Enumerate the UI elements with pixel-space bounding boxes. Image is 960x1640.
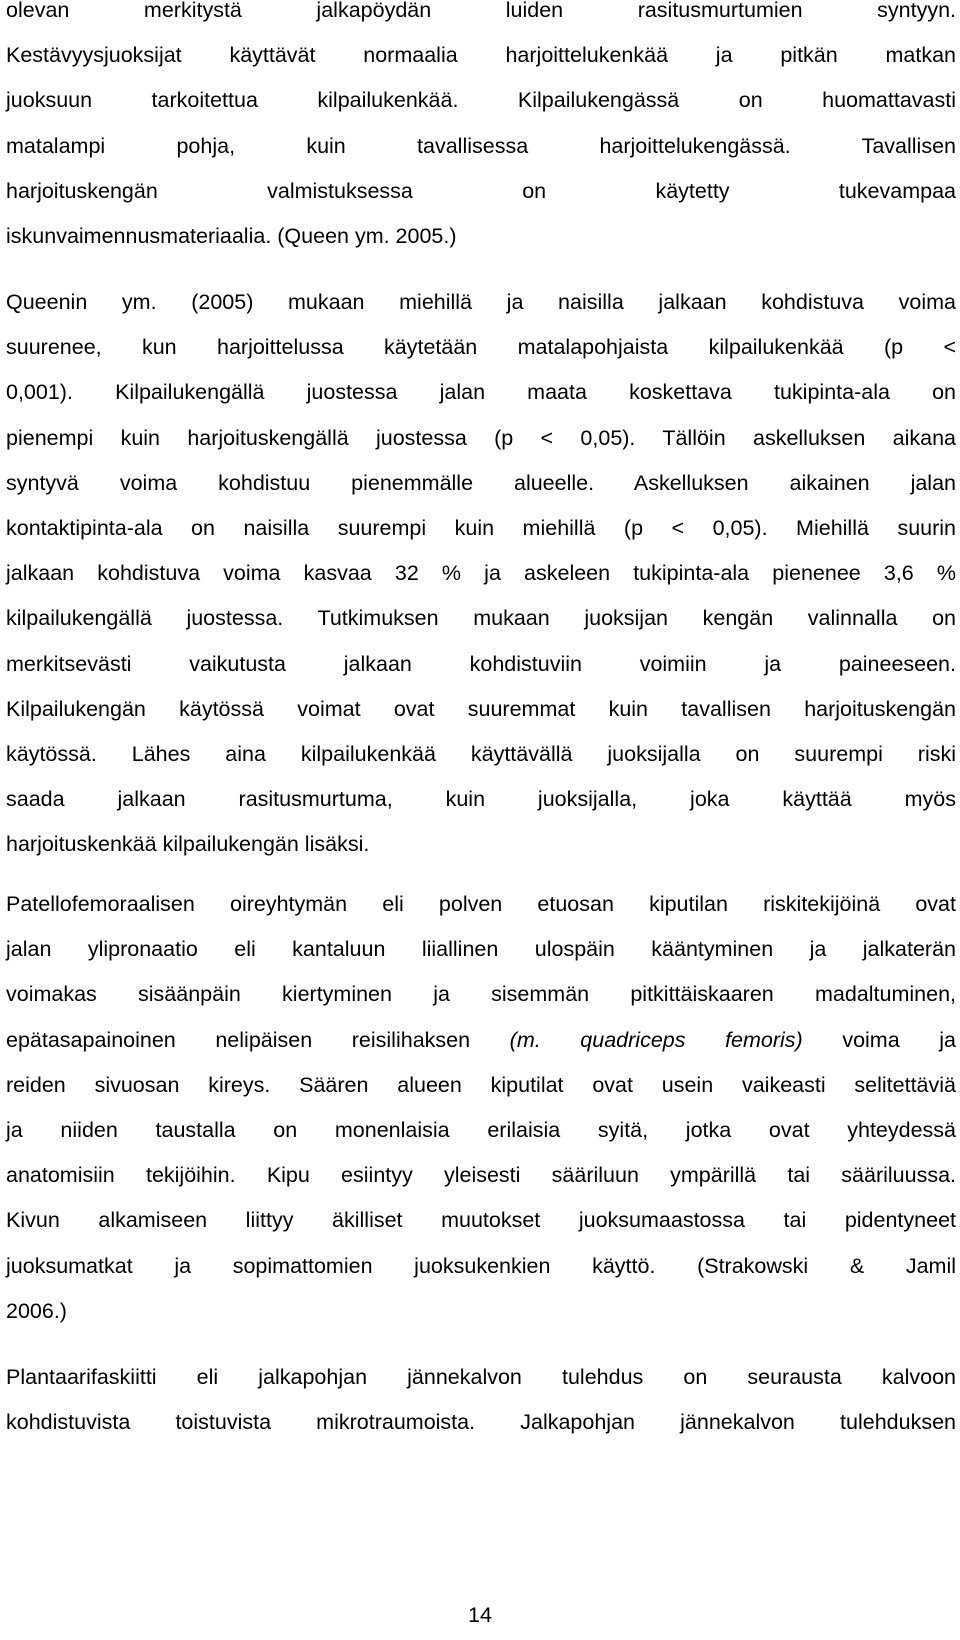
text-line: kontaktipinta-ala on naisilla suurempi kuin miehillä (p < 0,05). Miehillä suurin [6, 515, 956, 540]
text-line-mixed [6, 1018, 956, 1063]
text-line: iskunvaimennusmateriaalia. (Queen ym. 2005.) [6, 223, 457, 248]
text-line: merkitsevästi vaikutusta jalkaan kohdistuviin voimiin ja paineeseen. [6, 651, 956, 676]
text-line: olevan merkitystä jalkapöydän luiden rasitusmurtumien syntyyn. [6, 0, 956, 22]
text-line: Kilpailukengän käytössä voimat ovat suuremmat kuin tavallisen harjoituskengän [6, 696, 956, 721]
paragraph-4 [6, 1355, 956, 1445]
text-line: Queenin ym. (2005) mukaan miehillä ja naisilla jalkaan kohdistuva voima [6, 290, 956, 314]
text-line: kilpailukengällä juostessa. Tutkimuksen mukaan juoksijan kengän valinnalla on [6, 606, 956, 631]
text-line: anatomisiin tekijöihin. Kipu esiintyy yleisesti sääriluun ympärillä tai sääriluussa. [6, 1163, 956, 1188]
text-segment: voima ja [842, 1027, 956, 1052]
text-line: Kestävyysjuoksijat käyttävät normaalia harjoittelukenkää ja pitkän matkan [6, 43, 956, 68]
text-line: juoksumatkat ja sopimattomien juoksukenkien käyttö. (Strakowski & Jamil [6, 1253, 956, 1278]
text-line: juoksuun tarkoitettua kilpailukenkää. Kilpailukengässä on huomattavasti [6, 88, 956, 113]
paragraph-1 [6, 0, 956, 259]
text-line: harjoituskengän valmistuksessa on käytetty tukevampaa [6, 178, 956, 203]
text-line: 0,001). Kilpailukengällä juostessa jalan maata koskettava tukipinta-ala on [6, 380, 956, 405]
text-line: kohdistuvista toistuvista mikrotraumoista. Jalkapohjan jännekalvon tulehduksen [6, 1410, 956, 1435]
page-number: 14 [468, 1603, 492, 1627]
text-line: jalan ylipronaatio eli kantaluun liiallinen ulospäin kääntyminen ja jalkaterän [6, 937, 956, 962]
text-line: Patellofemoraalisen oireyhtymän eli polven etuosan kiputilan riskitekijöinä ovat [6, 892, 956, 916]
text-line: voimakas sisäänpäin kiertyminen ja sisemmän pitkittäiskaaren madaltuminen, [6, 982, 956, 1007]
text-line: käytössä. Lähes aina kilpailukenkää käyttävällä juoksijalla on suurempi riski [6, 741, 956, 766]
text-line: ja niiden taustalla on monenlaisia erilaisia syitä, jotka ovat yhteydessä [6, 1117, 956, 1142]
text-line: suurenee, kun harjoittelussa käytetään matalapohjaista kilpailukenkää (p < [6, 335, 956, 360]
text-line: jalkaan kohdistuva voima kasvaa 32 % ja askeleen tukipinta-ala pienenee 3,6 % [6, 561, 956, 586]
paragraph-3 [6, 882, 956, 1334]
text-line: 2006.) [6, 1298, 67, 1323]
text-line: saada jalkaan rasitusmurtuma, kuin juoksijalla, joka käyttää myös [6, 787, 956, 812]
text-line: syntyvä voima kohdistuu pienemmälle alueelle. Askelluksen aikainen jalan [6, 470, 956, 495]
text-line: Kivun alkamiseen liittyy äkilliset muutokset juoksumaastossa tai pidentyneet [6, 1208, 956, 1233]
text-line: reiden sivuosan kireys. Säären alueen kiputilat ovat usein vaikeasti selitettäviä [6, 1072, 956, 1097]
paragraph-2 [6, 280, 956, 867]
text-line: Plantaarifaskiitti eli jalkapohjan jännekalvon tulehdus on seurausta kalvoon [6, 1365, 956, 1389]
text-line: matalampi pohja, kuin tavallisessa harjoittelukengässä. Tavallisen [6, 133, 956, 158]
text-segment: epätasapainoinen nelipäisen reisilihaksen [6, 1027, 471, 1052]
latin-term: (m. quadriceps femoris) [509, 1027, 803, 1052]
text-line: harjoituskenkää kilpailukengän lisäksi. [6, 832, 370, 857]
text-line: pienempi kuin harjoituskengällä juostessa (p < 0,05). Tällöin askelluksen aikana [6, 425, 956, 450]
